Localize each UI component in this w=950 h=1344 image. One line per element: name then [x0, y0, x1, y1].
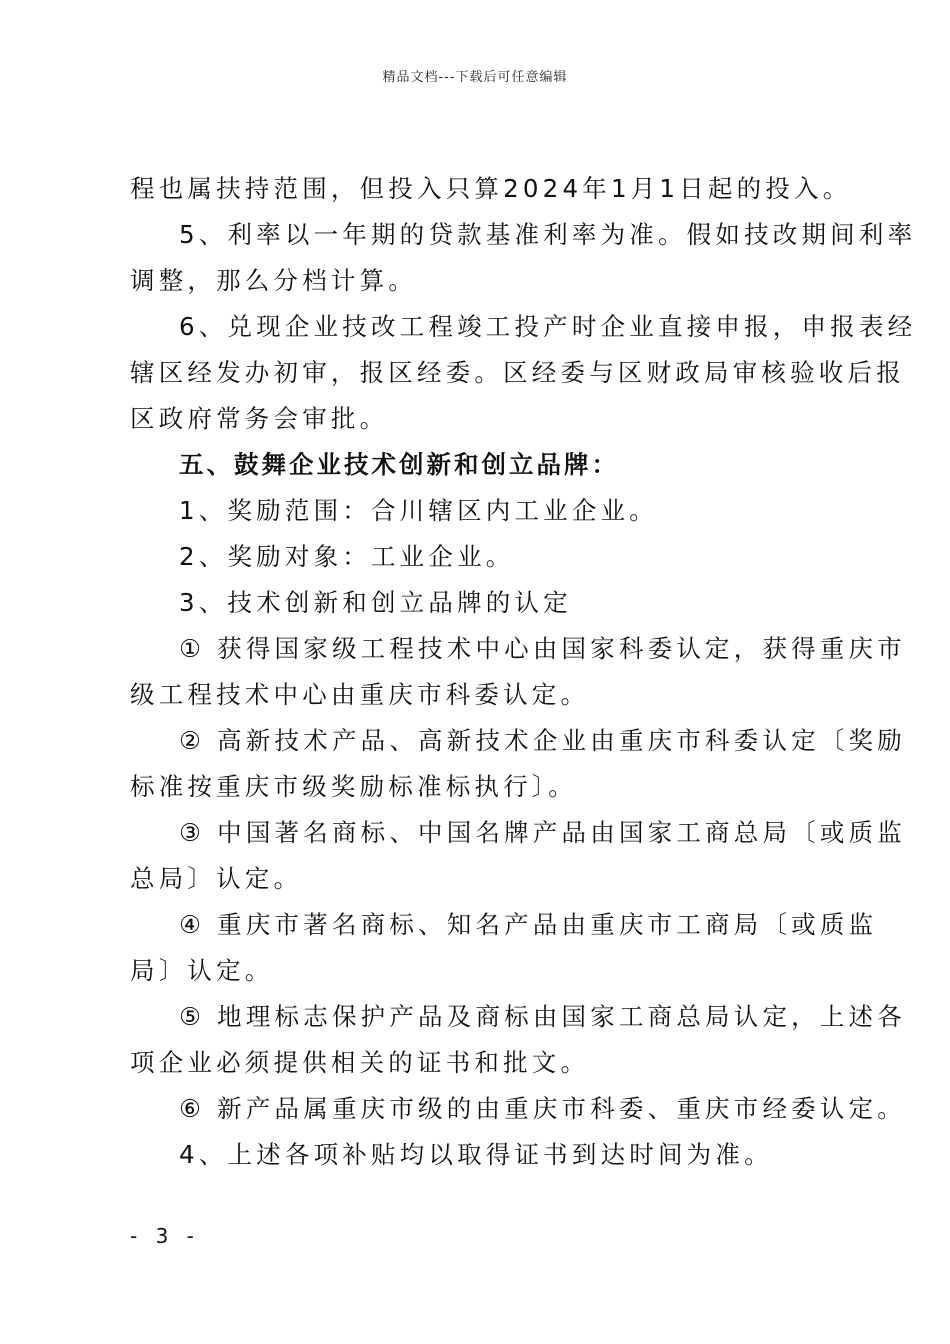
- body-line: 5、利率以一年期的贷款基准利率为准。假如技改期间利率: [179, 220, 917, 249]
- body-line: 辖区经发办初审，报区经委。区经委与区财政局审核验收后报: [130, 358, 905, 387]
- body-line: 3、技术创新和创立品牌的认定: [179, 588, 572, 617]
- body-line: ③ 中国著名商标、中国名牌产品由国家工商总局〔或质监: [179, 818, 906, 847]
- body-line: 6、兑现企业技改工程竣工投产时企业直接申报，申报表经: [179, 312, 917, 341]
- body-line: ⑥ 新产品属重庆市级的由重庆市科委、重庆市经委认定。: [179, 1094, 906, 1123]
- body-line: 2、奖励对象：工业企业。: [179, 542, 515, 571]
- body-line: 标准按重庆市级奖励标准标执行〕。: [130, 772, 577, 801]
- section-heading: 五、鼓舞企业技术创新和创立品牌：: [179, 450, 619, 479]
- body-line: 总局〕认定。: [130, 864, 303, 893]
- body-line: 程也属扶持范围，但投入只算2024年1月1日起的投入。: [130, 174, 852, 203]
- body-line: 4、上述各项补贴均以取得证书到达时间为准。: [179, 1140, 773, 1169]
- body-line: ⑤ 地理标志保护产品及商标由国家工商总局认定，上述各: [179, 1002, 906, 1031]
- body-line: ④ 重庆市著名商标、知名产品由重庆市工商局〔或质监: [179, 910, 878, 939]
- body-line: 1、奖励范围：合川辖区内工业企业。: [179, 496, 658, 525]
- page-number: - 3 -: [130, 1224, 200, 1248]
- body-line: 区政府常务会审批。: [130, 404, 389, 433]
- body-line: ① 获得国家级工程技术中心由国家科委认定，获得重庆市: [179, 634, 906, 663]
- page-header: 精品文档---下载后可任意编辑: [382, 70, 568, 85]
- body-line: 级工程技术中心由重庆市科委认定。: [130, 680, 590, 709]
- body-line: ② 高新技术产品、高新技术企业由重庆市科委认定〔奖励: [179, 726, 906, 755]
- body-line: 局〕认定。: [130, 956, 274, 985]
- document-body: [130, 166, 917, 1178]
- body-line: 调整，那么分档计算。: [130, 266, 417, 295]
- body-line: 项企业必须提供相关的证书和批文。: [130, 1048, 590, 1077]
